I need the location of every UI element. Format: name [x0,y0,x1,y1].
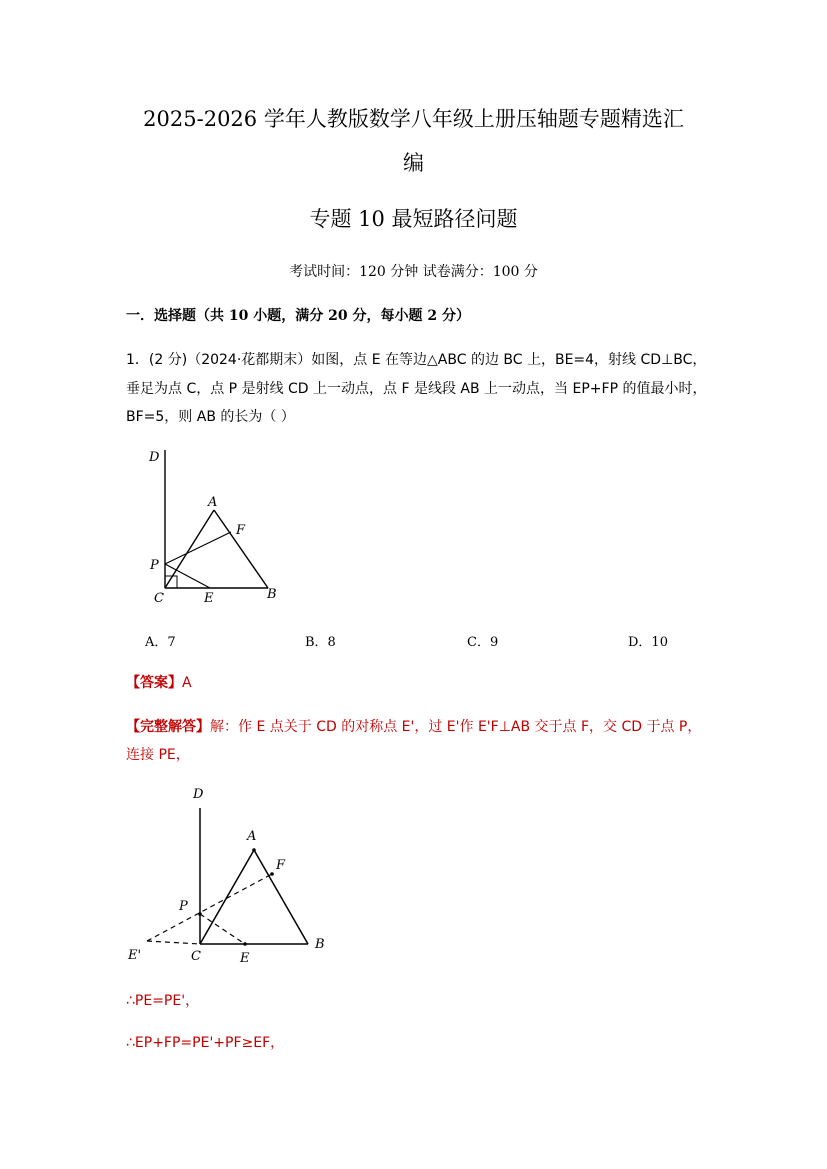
question-1-line-1: 1．(2 分)（2024·花都期末）如图，点 E 在等边△ABC 的边 BC 上，BE=4，射线 CD⊥BC， [126,352,707,368]
segment-pf [165,532,231,564]
solution-tag: 【完整解答】 [126,719,210,735]
label-d-2: D [193,787,204,802]
segment-ca-2 [200,850,254,944]
label-c: C [154,591,164,606]
label-a: A [208,495,218,510]
label-d: D [149,450,160,465]
option-d: D．10 [628,635,668,650]
option-a: A．7 [145,635,176,650]
answer-line [126,672,192,692]
dashed-ep-c [147,941,200,944]
label-p: P [150,558,159,573]
solution-step-2: ∴EP+FP=PE'+PF≥EF， [126,1035,285,1051]
solution-figure [125,782,340,972]
answer-tag: 【答案】 [126,675,182,691]
point-e [243,942,247,946]
label-a-2: A [247,829,257,844]
point-f [270,872,274,876]
option-c: C．9 [467,635,499,650]
dashed-ep-f [147,874,272,941]
label-p-2: P [179,899,188,914]
answer-value: A [182,675,192,691]
point-p [198,912,202,916]
label-e-prime: E' [128,948,142,963]
solution-text-1: 解：作 E 点关于 CD 的对称点 E'，过 E'作 E'F⊥AB 交于点 F，交 CD 于点 P， [210,719,702,735]
document-title-line1: 2025-2026 学年人教版数学八年级上册压轴题专题精选汇 [143,107,684,131]
dashed-pe [200,914,245,944]
option-b: B．8 [305,635,336,650]
point-a [252,848,256,852]
label-b-2: B [315,937,325,952]
section-heading: 一．选择题（共 10 小题，满分 20 分，每小题 2 分） [126,308,470,324]
question-1-line-2: 垂足为点 C，点 P 是射线 CD 上一动点，点 F 是线段 AB 上一动点，当 EP+FP 的值最小时， [126,381,707,397]
label-e: E [204,591,214,606]
solution-step-1: ∴PE=PE'， [126,993,200,1009]
label-f: F [236,523,246,538]
solution-line-1 [126,716,701,736]
segment-ab [214,510,268,588]
document-subtitle: 专题 10 最短路径问题 [309,207,518,231]
label-f-2: F [276,858,286,873]
question-1-figure [140,440,290,610]
label-c-2: C [191,949,201,964]
question-1-line-3: BF=5，则 AB 的长为（ ） [126,409,295,425]
solution-line-2: 连接 PE， [126,747,190,763]
document-title-line2: 编 [403,151,424,175]
label-b: B [267,587,277,602]
exam-info: 考试时间：120 分钟 试卷满分：100 分 [289,264,538,280]
label-e-2: E [240,951,250,966]
